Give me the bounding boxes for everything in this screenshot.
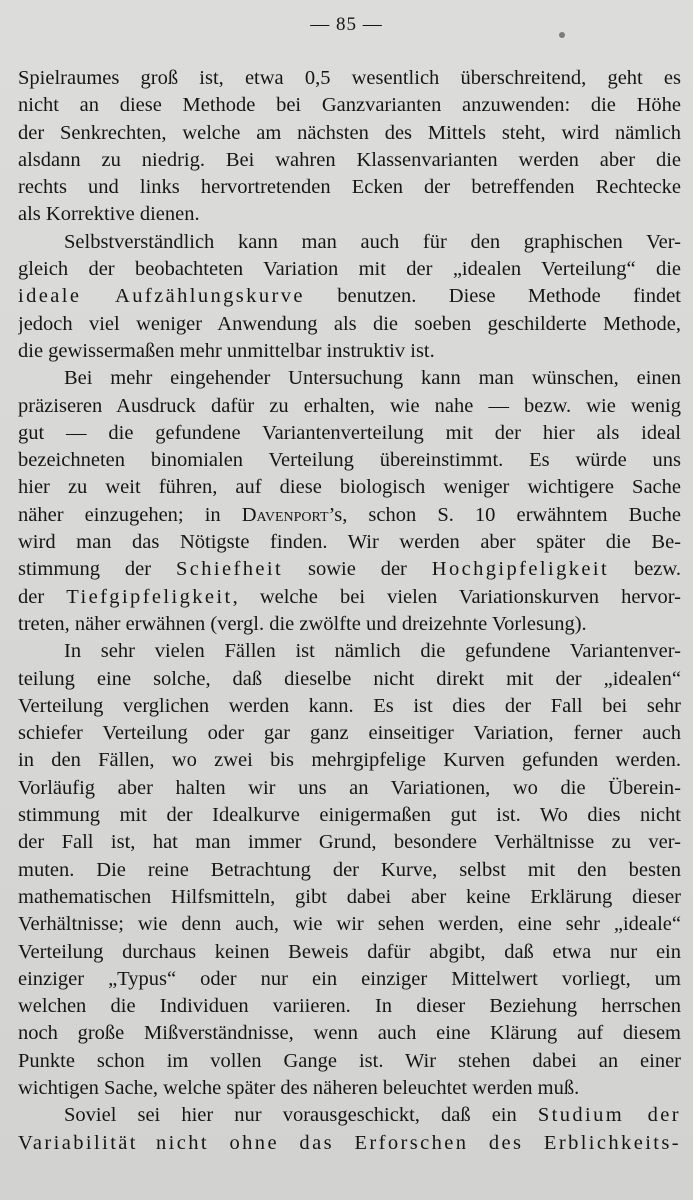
text-line xyxy=(18,556,681,583)
text-line xyxy=(18,1075,681,1102)
text-line xyxy=(18,911,681,938)
spaced-emphasis: Schiefheit xyxy=(175,558,284,581)
text-line xyxy=(18,857,681,884)
text-run: Selbstverständlich kann man auch für den graphischen Ver- xyxy=(64,230,681,253)
text-run: teilung eine solche, daß dieselbe nicht direkt mit der „idealen“ xyxy=(18,667,681,690)
text-run: hier zu weit führen, auf diese biologisch weniger wichtigere Sache xyxy=(18,476,681,499)
text-run: präziseren Ausdruck dafür zu erhalten, wie nahe — bezw. wie wenig xyxy=(18,394,681,417)
text-line xyxy=(18,174,681,201)
text-run: , welche bei vielen Variationskurven hervor- xyxy=(232,585,681,608)
text-line xyxy=(18,447,681,474)
text-line xyxy=(18,747,681,774)
text-run: Spielraumes groß ist, etwa 0,5 wesentlich überschreitend, geht es xyxy=(18,67,681,89)
text-line xyxy=(18,92,681,119)
text-run: sowie der xyxy=(283,558,432,581)
text-line xyxy=(18,420,681,447)
text-run: noch große Mißverständnisse, wenn auch eine Klärung auf diesem xyxy=(18,1022,681,1045)
text-line xyxy=(18,283,681,310)
text-run: gleich der beobachteten Variation mit der „idealen Verteilung“ die xyxy=(18,258,681,281)
text-run: jedoch viel weniger Anwendung als die soeben geschilderte Methode, xyxy=(18,312,681,335)
text-line xyxy=(18,720,681,747)
text-line xyxy=(18,1048,681,1075)
text-run: wichtigen Sache, welche später des näheren beleuchtet werden muß. xyxy=(18,1076,580,1099)
text-run: alsdann zu niedrig. Bei wahren Klassenvarianten werden aber die xyxy=(18,148,681,171)
spaced-emphasis: Hochgipfeligkeit xyxy=(431,558,610,581)
text-line xyxy=(18,365,681,392)
text-run: schiefer Verteilung oder gar ganz einseitiger Variation, ferner auch xyxy=(18,722,681,745)
text-run: Punkte schon im vollen Gange ist. Wir stehen dabei an einer xyxy=(18,1049,681,1072)
text-run: Soviel sei hier nur vorausgeschickt, daß ein xyxy=(64,1104,538,1127)
text-run: bezeichneten binomialen Verteilung übereinstimmt. Es würde uns xyxy=(18,449,681,472)
text-run: näher einzugehen; in xyxy=(18,503,242,526)
text-run: Verteilung durchaus keinen Beweis dafür abgibt, daß etwa nur ein xyxy=(18,940,681,963)
text-run: gut — die gefundene Variantenverteilung mit der hier als ideal xyxy=(18,421,681,444)
text-line xyxy=(18,120,681,147)
text-line xyxy=(18,1130,681,1157)
text-line xyxy=(18,584,681,611)
text-line xyxy=(18,229,681,256)
text-line xyxy=(18,256,681,283)
text-run: welchen die Individuen variieren. In dieser Beziehung herrschen xyxy=(18,995,681,1018)
text-run: der xyxy=(18,585,67,608)
text-run: der Fall ist, hat man immer Grund, besondere Verhältnisse zu ver- xyxy=(18,831,681,854)
spaced-emphasis: Tiefgipfeligkeit xyxy=(66,585,233,608)
spaced-emphasis: Variabilität xyxy=(18,1131,138,1154)
ink-speck xyxy=(559,32,565,38)
spaced-emphasis: nicht ohne das Erforschen des Erblichkeits- xyxy=(156,1131,681,1154)
text-run: ’s, schon S. 10 erwähntem Buche xyxy=(328,503,681,526)
page-body-text xyxy=(18,65,681,1157)
text-run: mathematischen Hilfsmitteln, gibt dabei aber keine Erklärung dieser xyxy=(18,885,681,908)
text-run: benutzen. Diese Methode findet xyxy=(304,285,681,308)
text-line xyxy=(18,775,681,802)
text-run: Vorläufig aber halten wir uns an Variationen, wo die Überein- xyxy=(18,776,681,799)
text-line xyxy=(18,65,681,92)
text-run: muten. Die reine Betrachtung der Kurve, selbst mit den besten xyxy=(18,858,681,881)
spaced-emphasis: Studium der xyxy=(537,1104,681,1127)
text-run: Verteilung verglichen werden kann. Es ist dies der Fall bei sehr xyxy=(18,694,681,717)
text-line xyxy=(18,829,681,856)
text-line xyxy=(18,638,681,665)
text-run: rechts und links hervortretenden Ecken der betreffenden Rechtecke xyxy=(18,176,681,199)
text-line xyxy=(18,474,681,501)
text-run: einziger „Typus“ oder nur ein einziger Mittelwert vorliegt, um xyxy=(18,967,681,990)
text-run: die gewissermaßen mehr unmittelbar instruktiv ist. xyxy=(18,339,435,362)
text-run: der Senkrechten, welche am nächsten des Mittels steht, wird nämlich xyxy=(18,121,681,144)
text-line xyxy=(18,393,681,420)
spaced-emphasis: ideale Aufzählungskurve xyxy=(18,285,305,308)
text-run: wird man das Nötigste finden. Wir werden aber später die Be- xyxy=(18,531,681,554)
text-line xyxy=(18,1020,681,1047)
text-line xyxy=(18,311,681,338)
text-line xyxy=(18,1102,681,1129)
text-line xyxy=(18,529,681,556)
text-run: in den Fällen, wo zwei bis mehrgipfelige Kurven gefunden werden. xyxy=(18,749,681,772)
text-run: bezw. xyxy=(609,558,681,581)
text-line xyxy=(18,502,681,529)
text-run: stimmung mit der Idealkurve einigermaßen gut ist. Wo dies nicht xyxy=(18,804,681,827)
small-caps-name: Davenport xyxy=(241,503,329,526)
text-line xyxy=(18,666,681,693)
text-line xyxy=(18,939,681,966)
text-run: als Korrektive dienen. xyxy=(18,203,200,226)
text-run: treten, näher erwähnen (vergl. die zwölfte und dreizehnte Vorlesung). xyxy=(18,612,587,635)
text-run: nicht an diese Methode bei Ganzvarianten anzuwenden: die Höhe xyxy=(18,94,681,117)
text-line xyxy=(18,993,681,1020)
text-run: Bei mehr eingehender Untersuchung kann man wünschen, einen xyxy=(64,367,681,390)
text-line xyxy=(18,693,681,720)
text-line xyxy=(18,966,681,993)
text-line xyxy=(18,338,681,365)
text-run: Verhältnisse; wie denn auch, wie wir sehen werden, eine sehr „ideale“ xyxy=(18,913,681,936)
text-run xyxy=(138,1132,156,1154)
text-line xyxy=(18,147,681,174)
text-line xyxy=(18,611,681,638)
text-line xyxy=(18,884,681,911)
text-line xyxy=(18,802,681,829)
text-run: stimmung der xyxy=(18,558,176,581)
page-number: — 85 — xyxy=(310,14,383,35)
text-run: In sehr vielen Fällen ist nämlich die gefundene Variantenver- xyxy=(64,640,681,663)
text-line xyxy=(18,201,681,228)
